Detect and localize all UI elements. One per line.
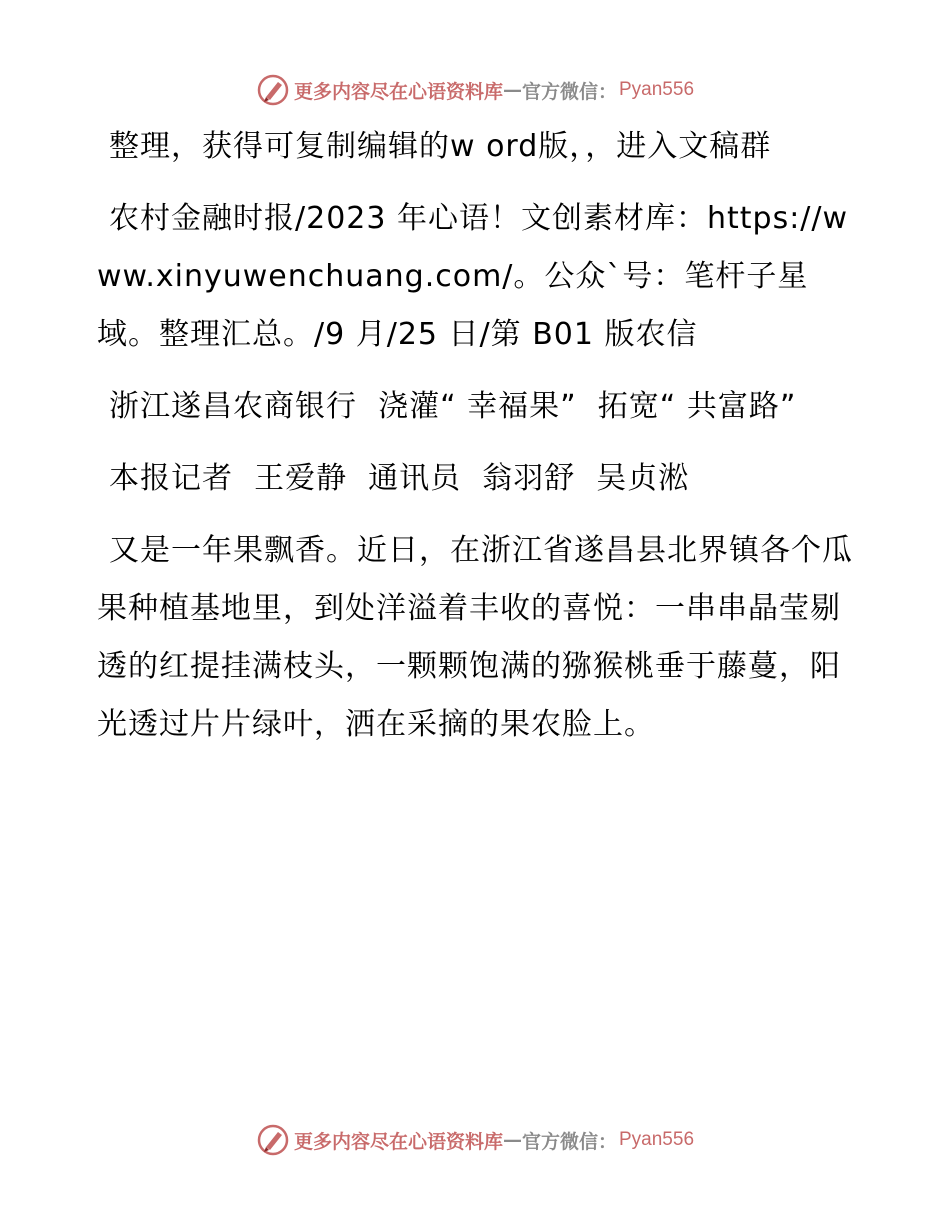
watermark-wechat-label: 官方微信： <box>521 1130 617 1153</box>
watermark-wechat-id: Pyan556 <box>619 79 695 100</box>
watermark-wechat-label: 官方微信： <box>521 80 617 103</box>
pen-logo-icon <box>256 73 290 107</box>
article-byline: 本报记者 王爱静 通讯员 翁羽舒 吴贞淞 <box>109 461 690 496</box>
watermark-brand-text: 更多内容尽在心语资料库 <box>293 80 503 103</box>
header-watermark <box>0 72 950 108</box>
watermark-dash: — <box>502 1129 522 1151</box>
footer-watermark <box>0 1122 950 1158</box>
watermark-wechat-id: Pyan556 <box>619 1129 695 1150</box>
paragraph-intro: 整理，获得可复制编辑的w ord版，，进入文稿群 <box>109 129 772 164</box>
document-body <box>97 118 857 768</box>
pen-logo-icon <box>256 1123 290 1157</box>
article-body-paragraph: 又是一年果飘香。近日，在浙江省遂昌县北界镇各个瓜果种植基地里，到处洋溢着丰收的喜悦：一串串晶莹剔透的红提挂满枝头，一颗颗饱满的猕猴桃垂于藤蔓，阳光透过片片绿叶，洒在采摘的果农脸上。 <box>97 533 853 742</box>
paragraph-source: 农村金融时报/2023 年心语！文创素材库：https://www.xinyuwenchuang.com/。公众`号：笔杆子星域。整理汇总。/9 月/25 日/第 B01 版农信 <box>97 201 849 352</box>
article-headline: 浙江遂昌农商银行 浇灌“ 幸福果” 拓宽“ 共富路” <box>109 389 797 424</box>
watermark-dash: — <box>502 79 522 101</box>
watermark-brand-text: 更多内容尽在心语资料库 <box>293 1130 503 1153</box>
